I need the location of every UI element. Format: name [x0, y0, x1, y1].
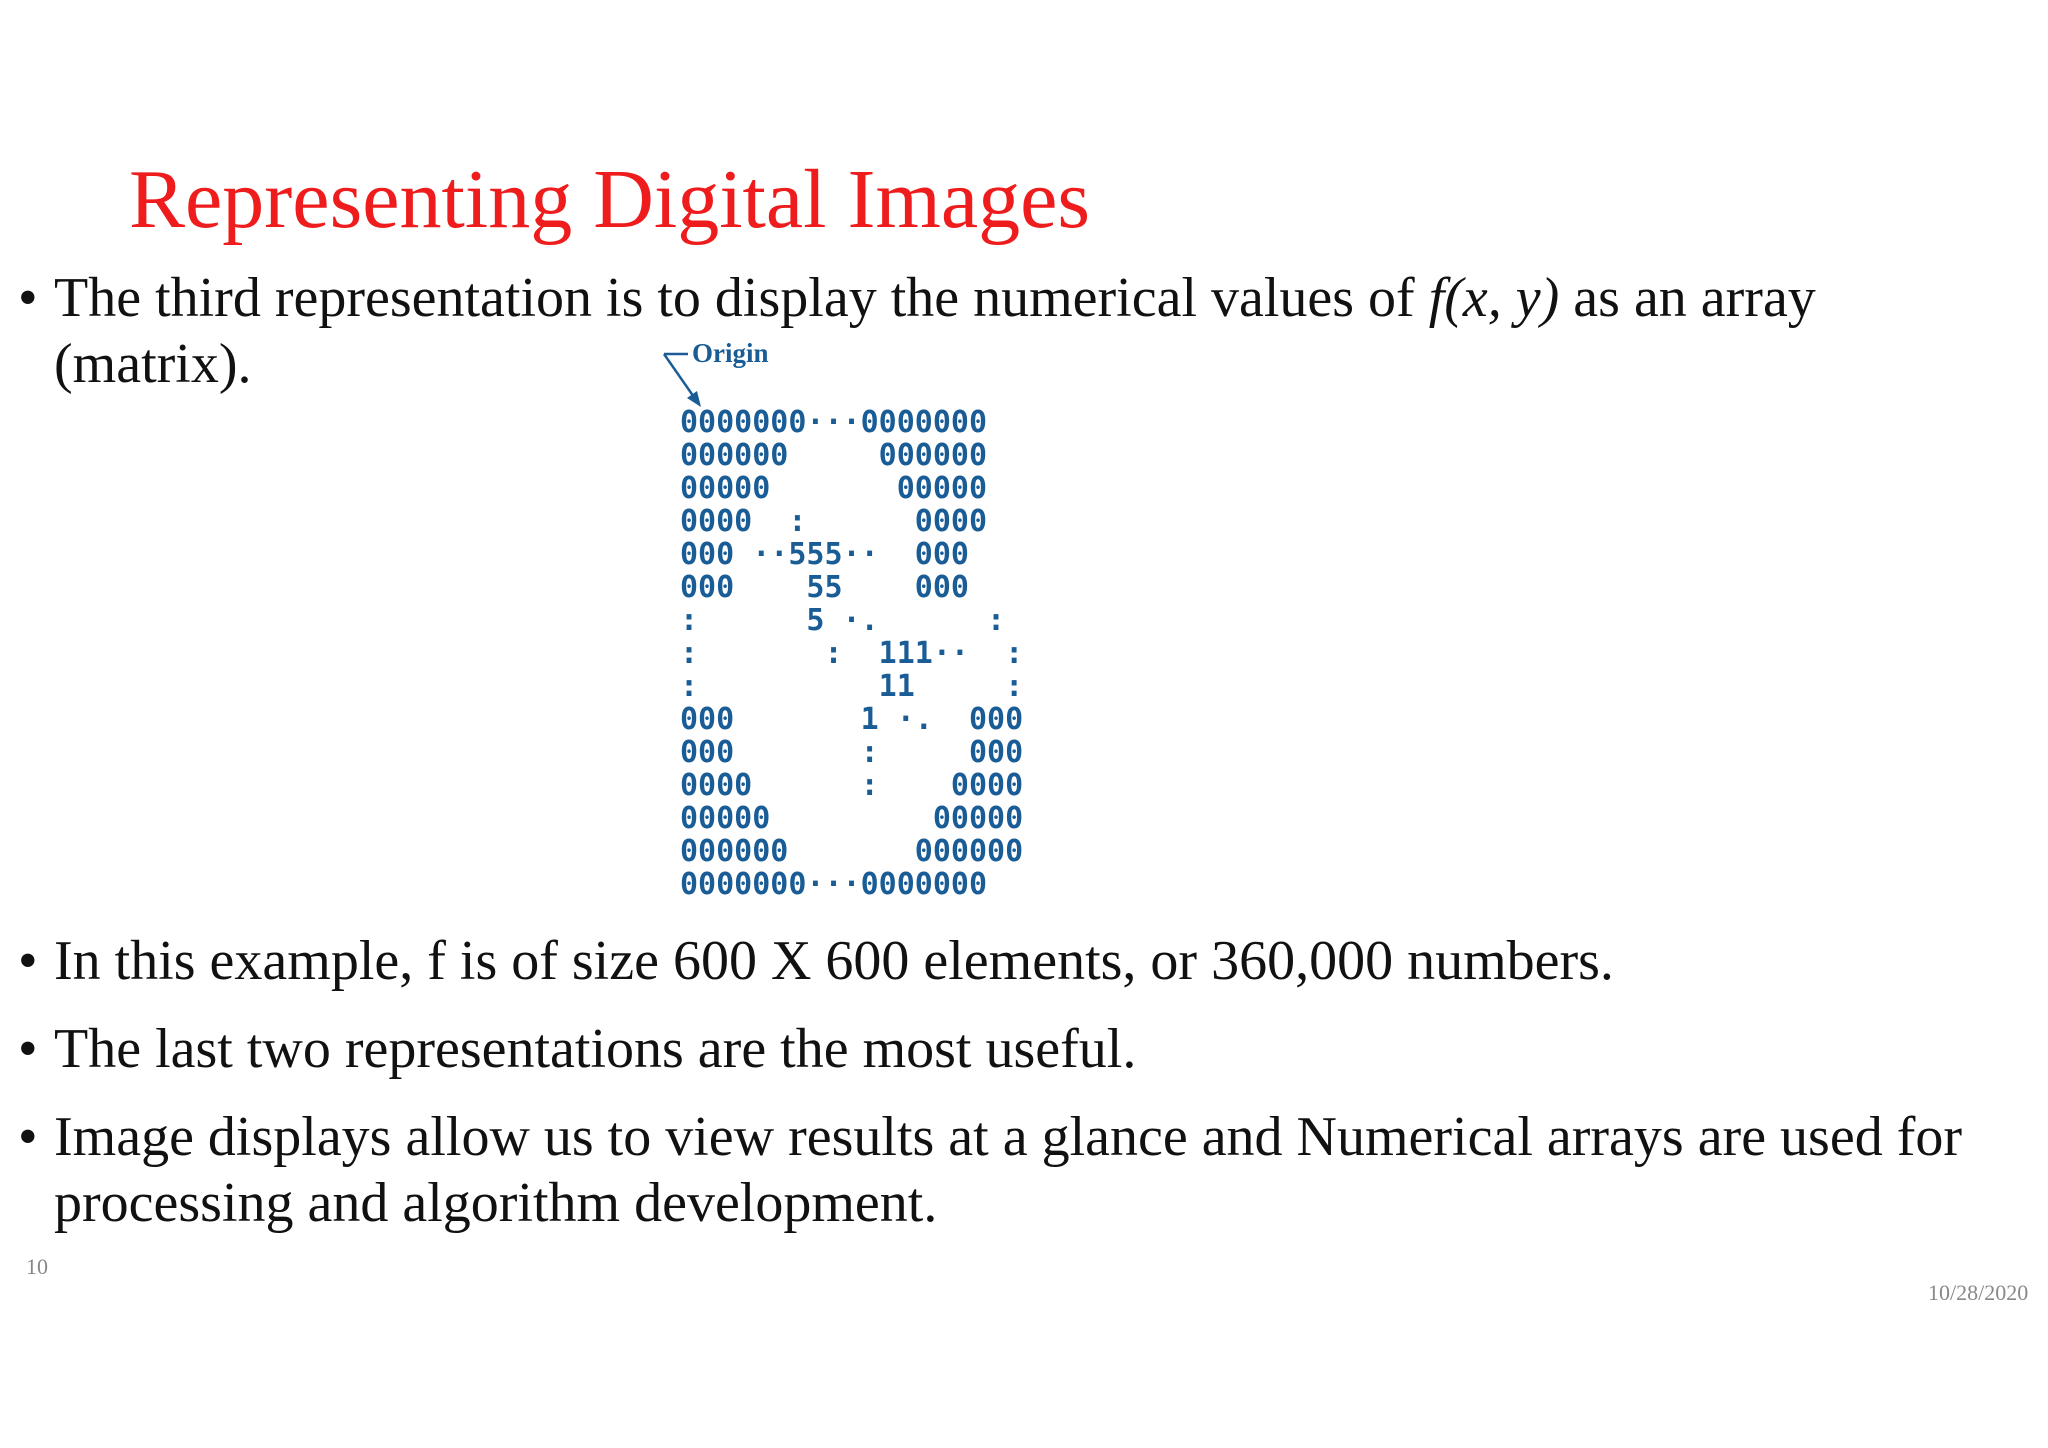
matrix-row: 00000 00000	[680, 471, 988, 506]
slide-number: 10	[26, 1254, 48, 1279]
matrix-row: 000000 000000	[680, 438, 988, 473]
matrix-row: 0000 : 0000	[680, 504, 988, 539]
bullet-size-example	[18, 928, 2008, 994]
matrix-row: : 5 ·. :	[680, 603, 1006, 638]
function-notation: f(x, y)	[1428, 267, 1560, 329]
bullet-marker: •	[18, 267, 38, 329]
matrix-row: 000 1 ·. 000	[680, 702, 1024, 737]
bullet-marker: •	[18, 930, 38, 992]
bullet-text-part: as an array (matrix).	[54, 267, 1816, 395]
matrix-row: 00000 00000	[680, 801, 1024, 836]
bullet-text: Image displays allow us to view results at a glance and Numerical arrays are used for processing and algorithm development.	[54, 1106, 1962, 1234]
bullet-text: In this example, f is of size 600 X 600 elements, or 360,000 numbers.	[54, 930, 1614, 992]
matrix-row: 000000 000000	[680, 834, 1024, 869]
matrix-row: 0000 : 0000	[680, 768, 1024, 803]
slide-date: 10/28/2020	[1928, 1280, 2029, 1305]
bullet-marker: •	[18, 1018, 38, 1080]
bullet-image-displays	[18, 1104, 2008, 1236]
matrix-row: 000 55 000	[680, 570, 969, 605]
matrix-values	[680, 405, 1023, 902]
origin-label: Origin	[692, 338, 769, 368]
matrix-row: 0000000···0000000	[680, 405, 988, 440]
matrix-row: : 11 :	[680, 669, 1024, 704]
matrix-figure	[636, 336, 1156, 908]
matrix-row: 000 : 000	[680, 735, 1024, 770]
slide-title: Representing Digital Images	[129, 153, 1091, 246]
matrix-row: 000 ··555·· 000	[680, 537, 969, 572]
matrix-row: 0000000···0000000	[680, 867, 988, 902]
bullet-marker: •	[18, 1106, 38, 1168]
bullet-text-part: The third representation is to display the numerical values of	[54, 267, 1429, 329]
matrix-illustration	[636, 336, 1156, 908]
bullet-most-useful	[18, 1016, 2008, 1082]
bullet-text: The last two representations are the most useful.	[54, 1018, 1137, 1080]
matrix-row: : : 111·· :	[680, 636, 1024, 671]
